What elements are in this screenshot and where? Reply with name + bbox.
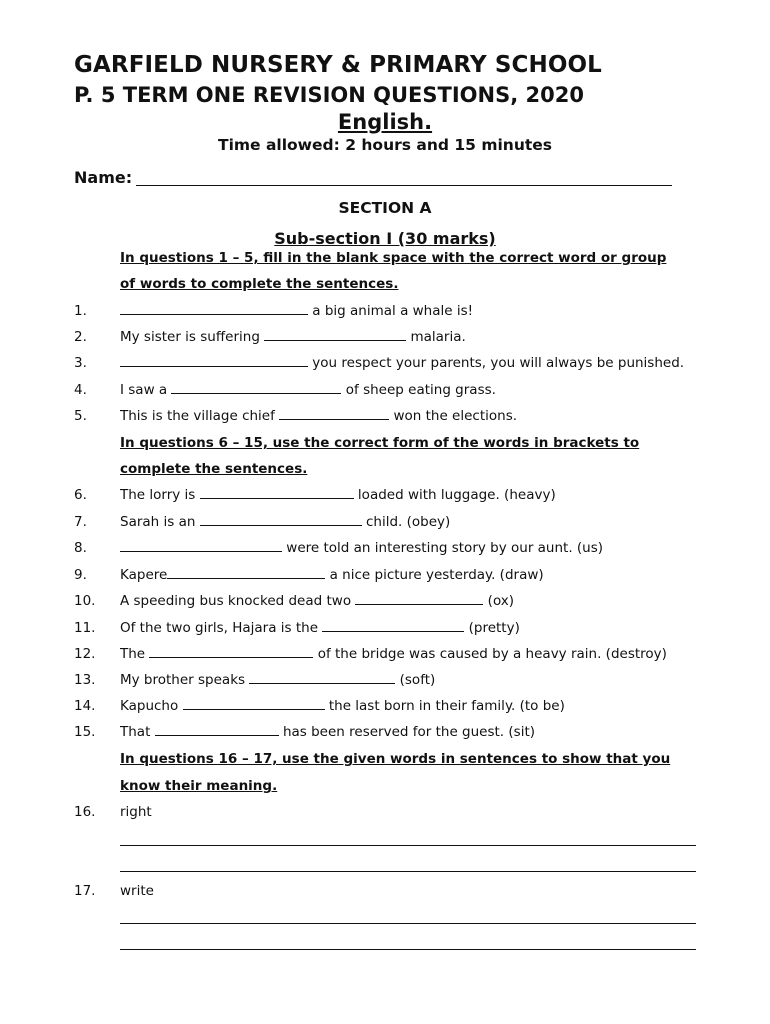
question-text-post: child. (obey) xyxy=(361,514,451,530)
answer-line[interactable] xyxy=(120,949,696,950)
question-text-post: a nice picture yesterday. (draw) xyxy=(325,567,544,583)
answer-blank[interactable] xyxy=(200,487,354,499)
question-text-pre: Kapucho xyxy=(120,698,183,714)
school-name: GARFIELD NURSERY & PRIMARY SCHOOL xyxy=(74,52,602,78)
answer-blank[interactable] xyxy=(155,724,279,736)
question-text-post: loaded with luggage. (heavy) xyxy=(353,487,556,503)
question-number: 6. xyxy=(74,487,87,503)
answer-blank[interactable] xyxy=(167,567,325,579)
question-text-post: a big animal a whale is! xyxy=(308,303,474,319)
question-number: 15. xyxy=(74,724,96,740)
section-title: SECTION A xyxy=(338,199,432,217)
question-number: 11. xyxy=(74,620,96,636)
answer-blank[interactable] xyxy=(264,329,406,341)
answer-blank[interactable] xyxy=(200,514,362,526)
answer-line[interactable] xyxy=(120,923,696,924)
answer-blank[interactable] xyxy=(183,698,325,710)
question-text-post: of sheep eating grass. xyxy=(341,382,496,398)
question-text-post: malaria. xyxy=(406,329,466,345)
question-text-pre: My sister is suffering xyxy=(120,329,265,345)
name-field[interactable] xyxy=(136,185,672,186)
question-text-post: has been reserved for the guest. (sit) xyxy=(278,724,536,740)
question-number: 14. xyxy=(74,698,96,714)
question-text-post: were told an interesting story by our aunt. (us) xyxy=(282,540,604,556)
question-number: 10. xyxy=(74,593,96,609)
question-text-post: (soft) xyxy=(395,672,436,688)
subject-title: English. xyxy=(337,110,433,134)
instruction-1-line-1: In questions 1 – 5, fill in the blank space with the correct word or group xyxy=(120,250,667,266)
question-number: 5. xyxy=(74,408,87,424)
question-text-pre: Sarah is an xyxy=(120,514,200,530)
exam-title: P. 5 TERM ONE REVISION QUESTIONS, 2020 xyxy=(74,83,584,107)
question-number: 8. xyxy=(74,540,87,556)
question-number: 4. xyxy=(74,382,87,398)
question-number: 13. xyxy=(74,672,96,688)
name-label: Name: xyxy=(74,168,133,187)
answer-blank[interactable] xyxy=(149,646,313,658)
time-allowed: Time allowed: 2 hours and 15 minutes xyxy=(218,136,552,154)
question-text-pre: Of the two girls, Hajara is the xyxy=(120,620,323,636)
answer-blank[interactable] xyxy=(279,408,389,420)
question-text-post: the last born in their family. (to be) xyxy=(324,698,565,714)
instruction-2-line-1: In questions 6 – 15, use the correct form of the words in brackets to xyxy=(120,435,640,451)
question-text-post: (pretty) xyxy=(464,620,520,636)
question-number: 12. xyxy=(74,646,96,662)
question-text-pre: That xyxy=(120,724,155,740)
question-number: 3. xyxy=(74,355,87,371)
question-number: 1. xyxy=(74,303,87,319)
answer-blank[interactable] xyxy=(120,355,308,367)
question-text-post: won the elections. xyxy=(389,408,518,424)
instruction-3-line-1: In questions 16 – 17, use the given words in sentences to show that you xyxy=(120,751,671,767)
answer-blank[interactable] xyxy=(355,593,483,605)
question-text-post: you respect your parents, you will always be punished. xyxy=(308,355,685,371)
instruction-2-line-2: complete the sentences. xyxy=(120,461,308,477)
answer-blank[interactable] xyxy=(120,540,282,552)
question-text-post: (ox) xyxy=(483,593,515,609)
question-text-pre: This is the village chief xyxy=(120,408,280,424)
question-number: 9. xyxy=(74,567,87,583)
question-text-pre: A speeding bus knocked dead two xyxy=(120,593,356,609)
question-number: 17. xyxy=(74,883,96,899)
instruction-3-line-2: know their meaning. xyxy=(120,778,278,794)
question-text-pre: The xyxy=(120,646,150,662)
answer-line[interactable] xyxy=(120,845,696,846)
answer-blank[interactable] xyxy=(249,672,395,684)
answer-blank[interactable] xyxy=(120,303,308,315)
question-text-pre: The lorry is xyxy=(120,487,200,503)
answer-blank[interactable] xyxy=(171,382,341,394)
question-number: 7. xyxy=(74,514,87,530)
question-word: right xyxy=(120,804,152,820)
question-word: write xyxy=(120,883,154,899)
answer-line[interactable] xyxy=(120,871,696,872)
question-text-pre: I saw a xyxy=(120,382,172,398)
answer-blank[interactable] xyxy=(322,620,464,632)
question-text-post: of the bridge was caused by a heavy rain. (destroy) xyxy=(313,646,667,662)
question-text-pre: Kapere xyxy=(120,567,168,583)
question-number: 2. xyxy=(74,329,87,345)
subsection-title: Sub-section I (30 marks) xyxy=(274,229,496,248)
question-number: 16. xyxy=(74,804,96,820)
instruction-1-line-2: of words to complete the sentences. xyxy=(120,276,399,292)
question-text-pre: My brother speaks xyxy=(120,672,250,688)
